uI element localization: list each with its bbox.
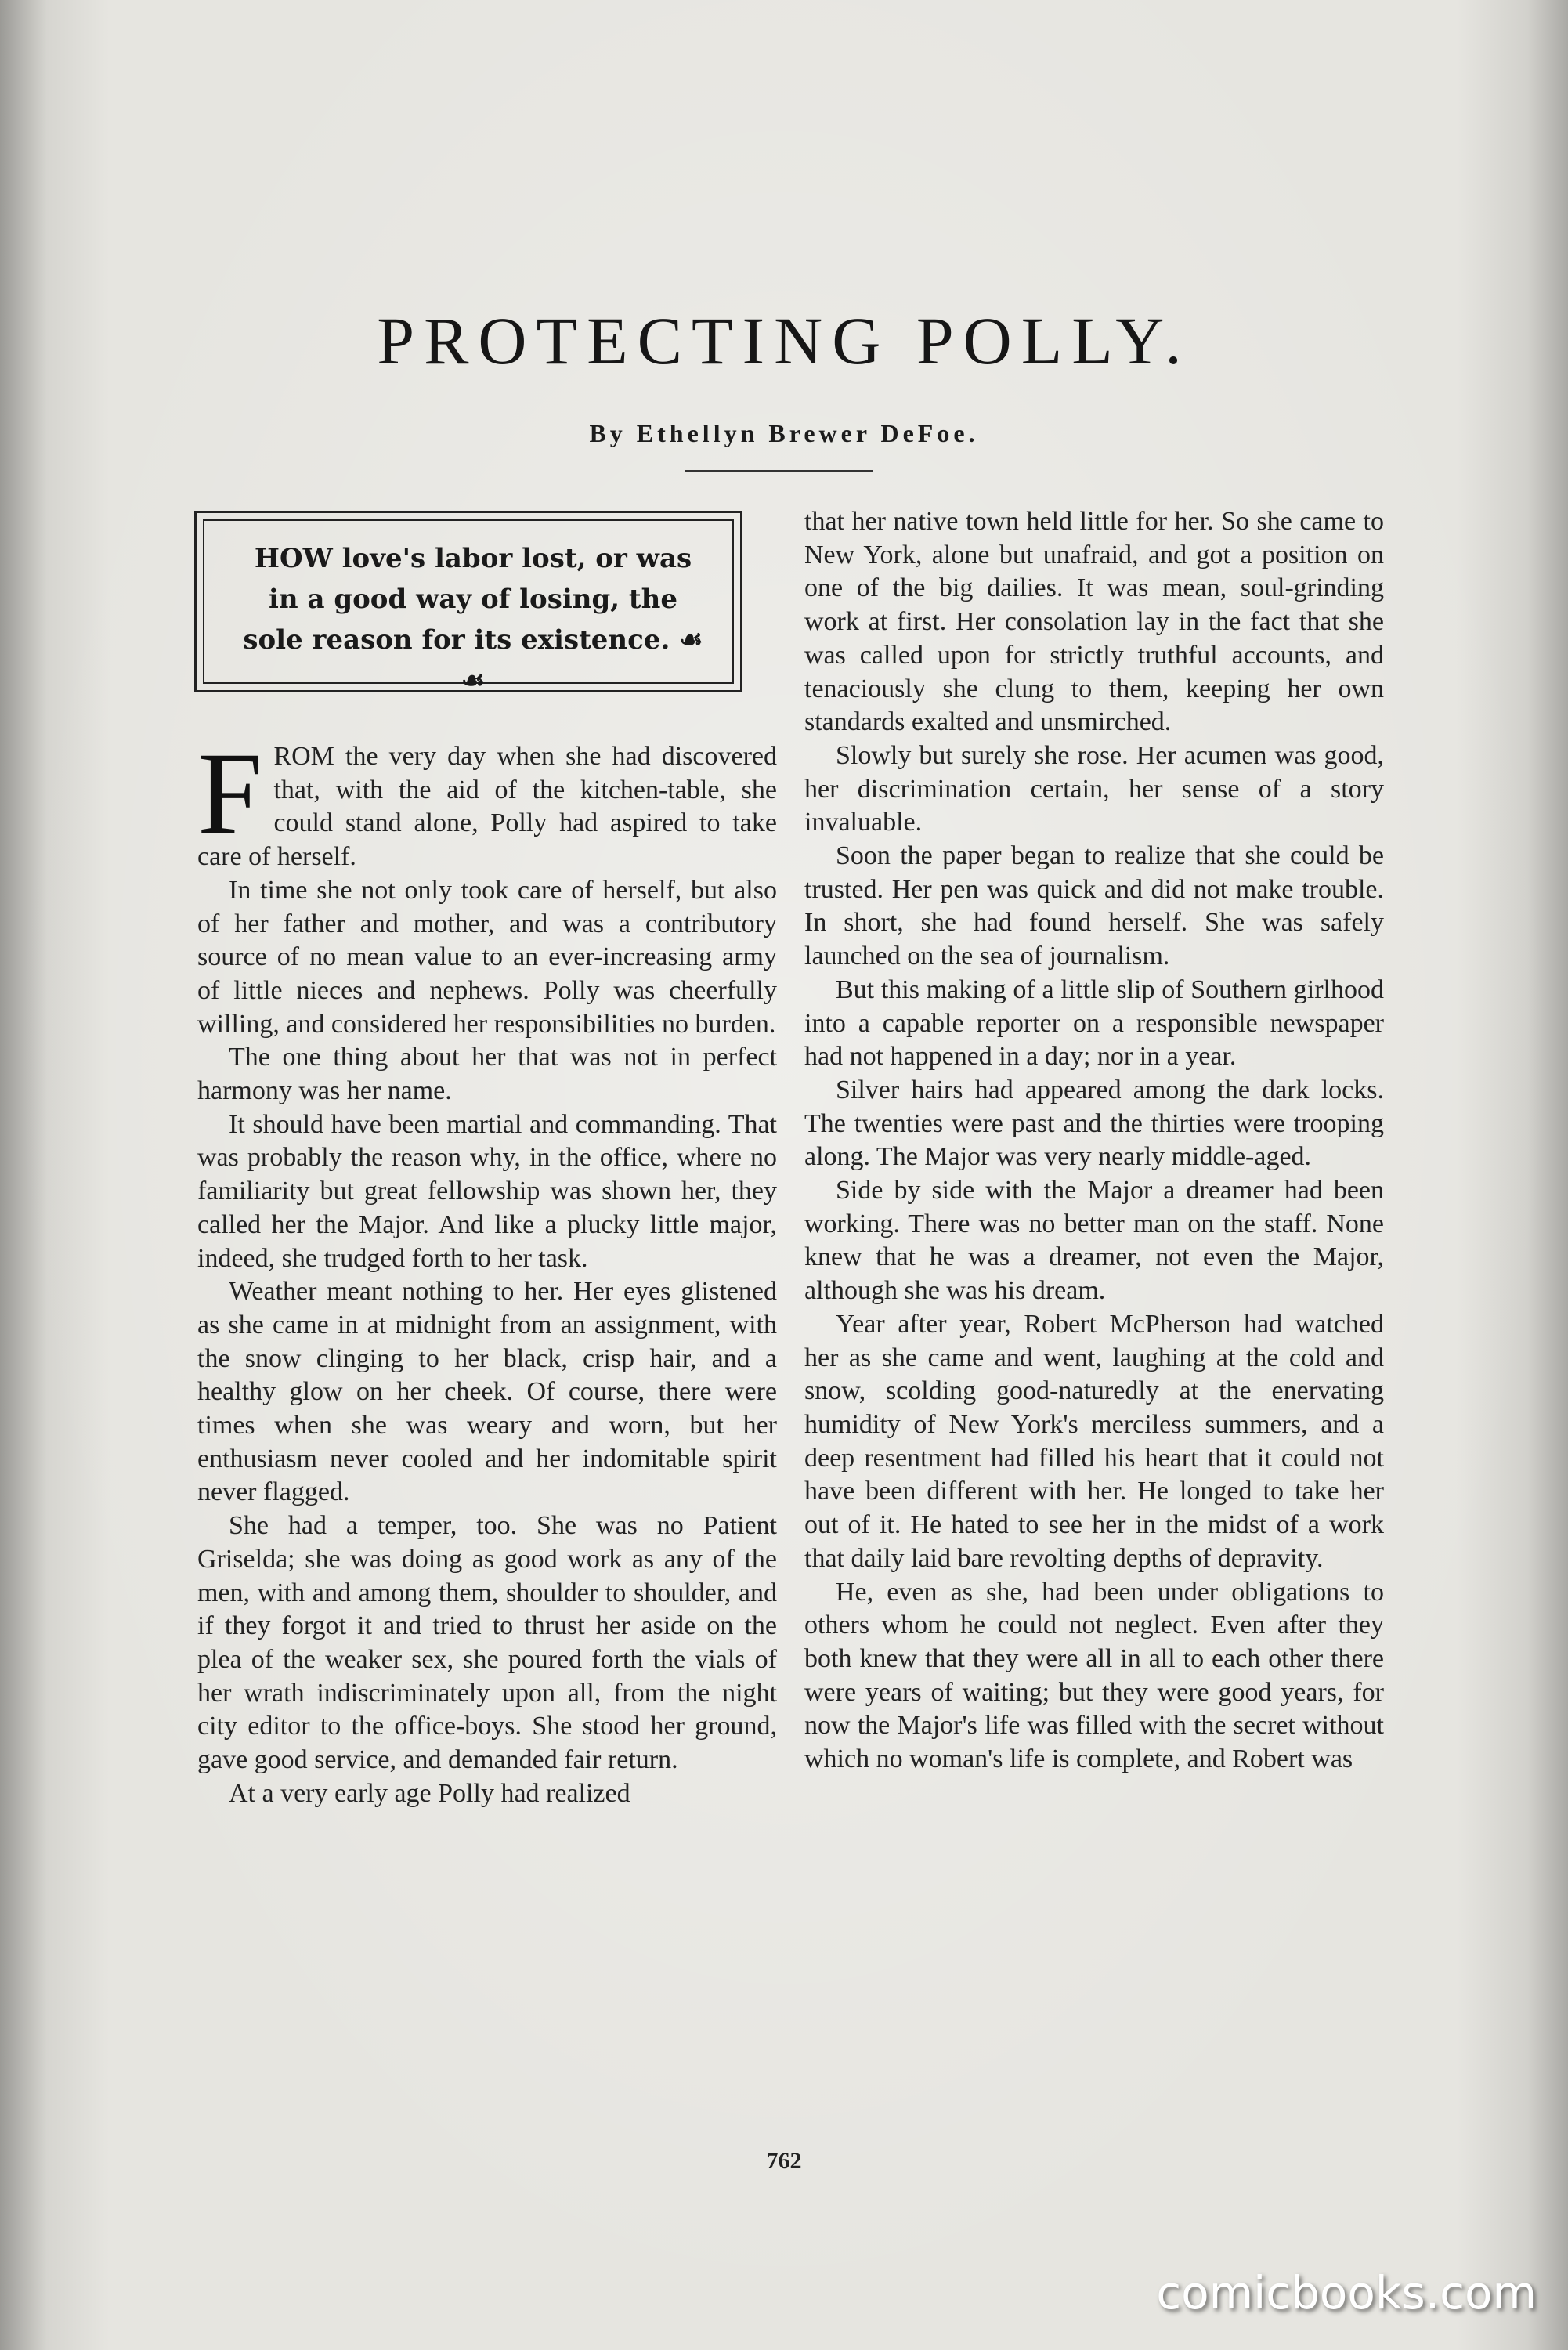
paragraph: She had a temper, too. She was no Patient Griselda; she was doing as good work as any of the men, with and among them, shoulder to shoulder, and if they forgot it and tried to thrust her aside on the plea of the weaker sex, she poured forth the vials of her wrath indiscriminately upon all, from the night city editor to the office-boys. She stood her ground, gave good service, and demanded fair return.: [197, 1511, 777, 1775]
right-column: [804, 505, 1384, 1777]
paragraph: It should have been martial and commanding. That was probably the reason why, in the office, where no familiarity but great fellowship was shown her, they called her the Major. And like a plucky little major, indeed, she trudged forth to her task.: [197, 1109, 777, 1273]
teaser-text: HOW love's labor lost, or was in a good way of losing, the sole reason for its existence. ☙ ☙: [203, 519, 734, 684]
paragraph: He, even as she, had been under obligations to others whom he could not neglect. Even after they both knew that they were all in all to each other there were years of waiting; but they were good years, for now the Major's life was filled with the secret without which no woman's life is complete, and Robert was: [804, 1577, 1384, 1774]
article-title: PROTECTING POLLY.: [377, 303, 1191, 378]
teaser-box: [194, 511, 742, 696]
left-column: [197, 728, 777, 1811]
paragraph: Year after year, Robert McPherson had watched her as she came and went, laughing at the cold and snow, scolding good-naturedly at the enervating humidity of New York's merciless summers, and a deep resentment had filled his heart that it could not have been different with her. He longed to take her out of it. He hated to see her in the midst of a work that daily laid bare revolting depths of depravity.: [804, 1309, 1384, 1573]
drop-cap: F: [197, 728, 263, 859]
paragraph: At a very early age Polly had realized: [229, 1778, 630, 1808]
article-byline: By Ethellyn Brewer DeFoe.: [589, 419, 979, 447]
paragraph: Weather meant nothing to her. Her eyes glistened as she came in at midnight from an assignment, with the snow clinging to her black, crisp hair, and a healthy glow on her cheek. Of course, there were times when she was weary and worn, but her enthusiasm never cooled and her indomitable spirit never flagged.: [197, 1277, 777, 1507]
paragraph: But this making of a little slip of Southern girlhood into a capable reporter on a responsible newspaper had not happened in a day; nor in a year.: [804, 974, 1384, 1072]
paragraph: Slowly but surely she rose. Her acumen was good, her discrimination certain, her sense of a story invaluable.: [804, 740, 1384, 837]
page-number: 762: [766, 2148, 802, 2174]
paragraph: Side by side with the Major a dreamer had been working. There was no better man on the staff. None knew that he was a dreamer, not even the Major, although she was his dream.: [804, 1176, 1384, 1306]
paragraph: that her native town held little for her. So she came to New York, alone but unafraid, and got a position on one of the big dailies. It was mean, soul-grinding work at first. Her consolation lay in the fact that she was called upon for strictly truthful accounts, and tenaciously she clung to them, keeping her own standards exalted and unsmirched.: [804, 507, 1384, 737]
paragraph-1-text: ROM the very day when she had discovered that, with the aid of the kitchen-table, she could stand alone, Polly had aspired to take care of herself.: [197, 742, 777, 872]
paragraph-1: [197, 728, 777, 874]
paragraph: Soon the paper began to realize that she could be trusted. Her pen was quick and did not make trouble. In short, she had found herself. She was safely launched on the sea of journalism.: [804, 841, 1384, 971]
watermark-logo: comicbooks.com: [1156, 2266, 1537, 2319]
paragraph: The one thing about her that was not in perfect harmony was her name.: [197, 1043, 777, 1106]
paragraph: In time she not only took care of herself, but also of her father and mother, and was a contributory source of no mean value to an ever-increasing army of little nieces and nephews. Polly was cheerfully willing, and considered her responsibilities no burden.: [197, 875, 777, 1039]
paragraph: Silver hairs had appeared among the dark locks. The twenties were past and the thirties were trooping along. The Major was very nearly middle-aged.: [804, 1075, 1384, 1172]
title-rule: [685, 470, 873, 472]
